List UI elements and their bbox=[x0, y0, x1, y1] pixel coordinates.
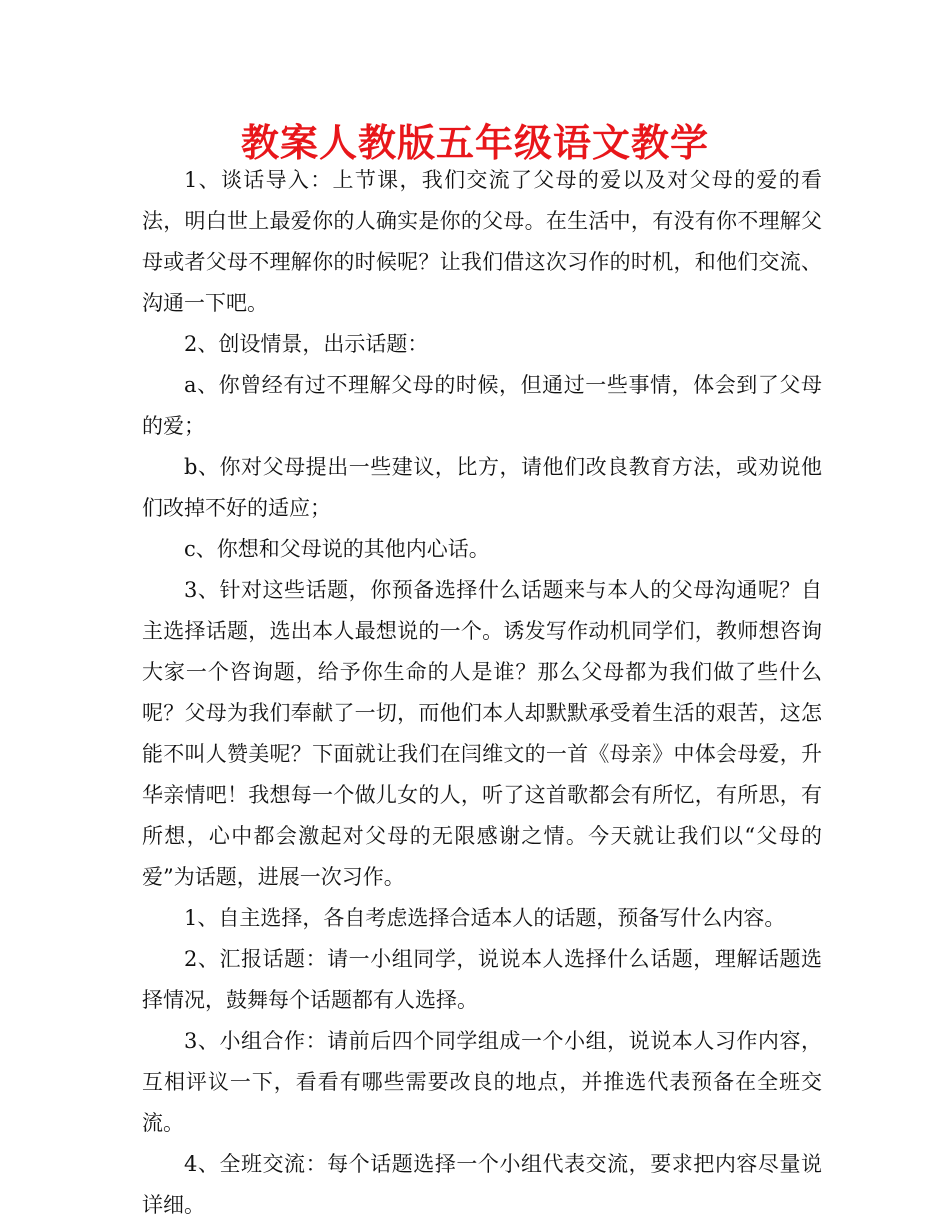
document-body bbox=[142, 160, 822, 1226]
paragraph-4: b、你对父母提出一些建议，比方，请他们改良教育方法，或劝说他们改掉不好的适应； bbox=[142, 455, 822, 520]
paragraph-5: c、你想和父母说的其他内心话。 bbox=[184, 537, 490, 561]
paragraph-1: 1、谈话导入：上节课，我们交流了父母的爱以及对父母的爱的看法，明白世上最爱你的人确实是你的父母。在生活中，有没有你不理解父母或者父母不理解你的时候呢？让我们借这次习作的时机，和他们交流、沟通一下吧。 bbox=[142, 168, 822, 315]
paragraph-10: 4、全班交流：每个话题选择一个小组代表交流，要求把内容尽量说详细。 bbox=[142, 1152, 822, 1217]
paragraph-8: 2、汇报话题：请一小组同学，说说本人选择什么话题，理解话题选择情况，鼓舞每个话题都有人选择。 bbox=[142, 947, 822, 1012]
paragraph-3: a、你曾经有过不理解父母的时候，但通过一些事情，体会到了父母的爱； bbox=[142, 373, 822, 438]
document-title: 教案人教版五年级语文教学 bbox=[240, 121, 709, 165]
paragraph-6: 3、针对这些话题，你预备选择什么话题来与本人的父母沟通呢？自主选择话题，选出本人最想说的一个。诱发写作动机同学们，教师想咨询大家一个咨询题，给予你生命的人是谁？那么父母都为我们做了些什么呢？父母为我们奉献了一切，而他们本人却默默承受着生活的艰苦，这怎能不叫人赞美呢？下面就让我们在闫维文的一首《母亲》中体会母爱，升华亲情吧！我想每一个做儿女的人，听了这首歌都会有所忆，有所思，有所想，心中都会激起对父母的无限感谢之情。今天就让我们以“父母的爱”为话题，进展一次习作。 bbox=[142, 578, 822, 889]
paragraph-7: 1、自主选择，各自考虑选择合适本人的话题，预备写什么内容。 bbox=[184, 906, 786, 930]
paragraph-9: 3、小组合作：请前后四个同学组成一个小组，说说本人习作内容，互相评议一下，看看有哪些需要改良的地点，并推选代表预备在全班交流。 bbox=[142, 1029, 822, 1135]
paragraph-2: 2、创设情景，出示话题： bbox=[184, 332, 429, 356]
